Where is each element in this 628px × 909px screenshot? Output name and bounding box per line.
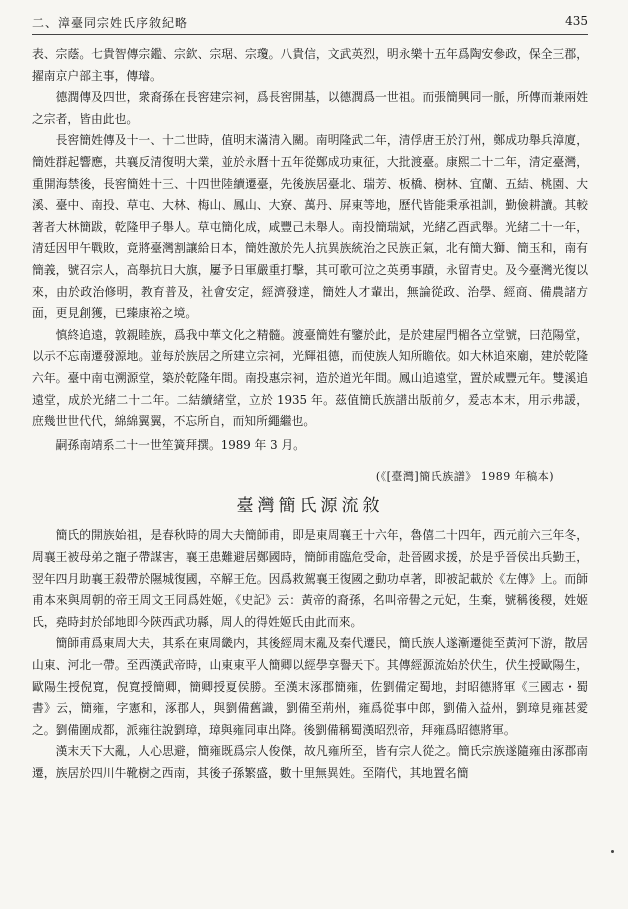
source-citation: (《[臺灣]簡氏族譜》 1989 年稿本) — [375, 470, 554, 484]
paragraph-6: 簡師甫爲東周大夫，其系在東周畿内，其後經周末亂及秦代遷民，簡氏族人遂漸遷徙至黃河下游，散居山東、河北一帶。至西漢武帝時，山東東平人簡卿以經學享譽天下。其傳經源流始於伏生，伏生授歐陽生，歐陽生授倪寬，倪寬授簡卿，簡卿授夏侯勝。至漢末涿郡簡雍，佐劉備定蜀地，封昭德將軍《三國志・蜀書》云，簡雍，字憲和，涿郡人，與劉備舊識，劉備至荊州，雍爲從事中郎，劉備入益州，劉璋見雍甚愛之。劉備圍成都，派雍往說劉璋，璋與雍同車出降。後劉備稱蜀漢昭烈帝，拜雍爲昭德將軍。 — [32, 636, 588, 737]
paragraph-5: 簡氏的開族始祖，是春秋時的周大夫簡師甫，即是東周襄王十六年，魯僖二十四年，西元前六三年冬，周襄王被母弟之寵子帶謀害，襄王患難避居鄭國時，簡師甫臨危受命，赴晉國求援，於是乎晉侯出兵勤王，翌年四月助襄王殺帶於隰城復國，卒解王危。因爲救駕襄王復國之動功卓著，即被記載於《左傳》上。而師甫本來與周朝的帝王周文王同爲姓姬，《史記》云：黃帝的裔孫，名叫帝嚳之元妃，生棄，號稱後稷，姓姬氏，堯時封於邰地即今陝西武功縣，周人的得姓姬氏由此而來。 — [32, 528, 588, 629]
page-body — [32, 44, 588, 785]
paragraph-2: 德潤傳及四世，衆裔孫在長窖建宗祠，爲長窖開基，以德潤爲一世祖。而張簡興同一脈，所傳而兼兩姓之宗者，皆由此也。 — [32, 90, 588, 126]
running-title: 二、漳臺同宗姓氏序敘紀略 — [32, 16, 189, 30]
paragraph-3: 長窖簡姓傳及十一、十二世時，值明末滿清入關。南明隆武二年，清俘唐王於汀州，鄭成功舉兵漳廈，簡姓群起響應，共襄反清復明大業，並於永曆十五年從鄭成功東征，大批渡臺。康熙二十二年，清定臺灣，重開海禁後，長窖簡姓十三、十四世陸續遷臺，先後族居臺北、瑞芳、板橋、樹林、宜蘭、五結、桃園、大溪、臺中、南投、草屯、大林、梅山、鳳山、大寮、萬丹、屏東等地，歷代皆能秉承祖訓，勤儉耕讀。其較著者大林簡跋，乾隆甲子舉人。草屯簡化成，咸豐己未舉人。南投簡瑞斌，光緒乙酉武舉。光緒二十一年，清廷因甲午戰敗，竟將臺灣割讓給日本，簡姓激於先人抗異族統治之民族正氣，北有簡大獅、簡玉和，南有簡義，號召宗人，高舉抗日大旗，屢予日軍嚴重打擊，其可歌可泣之英勇事蹟，永留青史。及今臺灣光復以來，由於政治修明，教育普及，社會安定，經濟發達，簡姓人才輩出，無論從政、治學、經商、備農諸方面，更見創獲，已臻康裕之境。 — [32, 133, 588, 321]
margin-dot — [611, 850, 614, 853]
paragraph-7: 漢末天下大亂，人心思避，簡雍既爲宗人俊傑，故凡雍所至，皆有宗人從之。簡氏宗族遂隨雍由涿郡南遷，族居於四川牛靴樹之西南，其後子孫繁盛，數十里無異姓。至隋代，其地置名簡 — [32, 744, 588, 780]
page-number: 435 — [565, 14, 588, 28]
author-signature: 嗣孫南靖系二十一世笙簧拜撰。1989 年 3 月。 — [55, 437, 305, 452]
paragraph-1: 表、宗蔭。七貴智傳宗鑑、宗欽、宗琚、宗瓊。八貴信，文武英烈，明永樂十五年爲陶安參政，保全三郡，擢南京户部主事，傳璿。 — [32, 47, 588, 83]
paragraph-4: 慎終追遠，敦親睦族，爲我中華文化之精髓。渡臺簡姓有鑒於此，是於建屋門楣各立堂號，曰范陽堂，以示不忘南遷發源地。並每於族居之所建立宗祠，光輝祖德，而使族人知所瞻依。如大林追來廟，建於乾隆六年。臺中南屯溯源堂，築於乾隆年間。南投惠宗祠，造於道光年間。鳳山追遠堂，置於咸豐元年。雙溪追遠堂，成於光緒二十二年。二結續緒堂，立於 1935 年。茲值簡氏族譜出版前夕，爰志本末，用示弗諼，庶幾世世代代，綿綿翼翼，不忘所自，而知所繩繼也。 — [32, 327, 588, 429]
page-header — [32, 12, 588, 35]
section-title: 臺灣簡氏源流敘 — [236, 495, 384, 516]
